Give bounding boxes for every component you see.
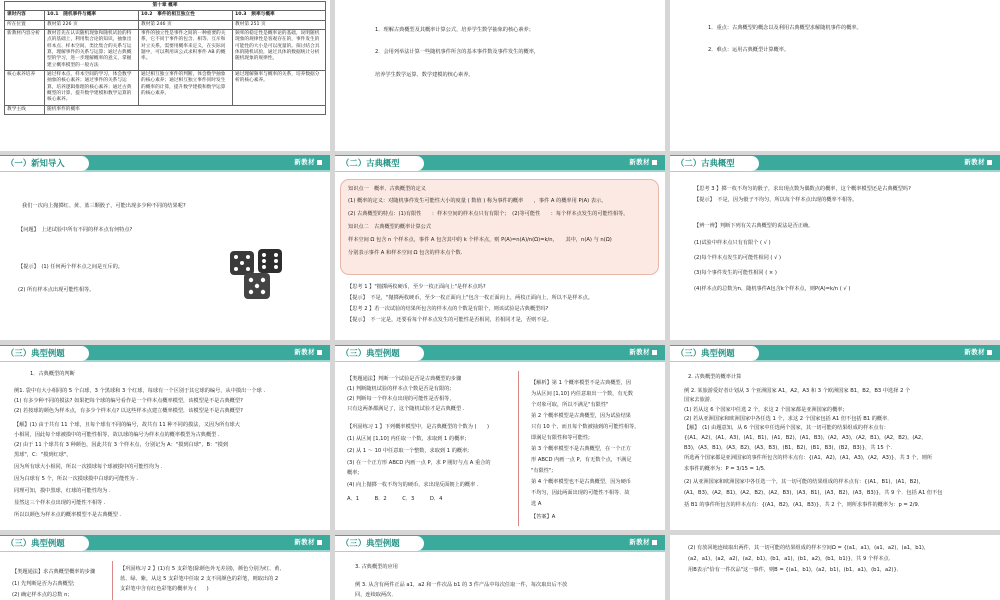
slide-header (335, 155, 665, 172)
table-cell: 通过相互独立事件的判断，体会数学抽象的核心素养；通过相互独立事件同时发生的概率的计算，提升数学建模和数学运算的核心素养。 (139, 71, 233, 106)
table-header-cell: 10.1 随机事件与概率 (45, 11, 139, 20)
objective-line: 2．会用列举法计算一些随机事件所含的基本事件数及事件发生的概率， (375, 49, 540, 55)
slide-7-thumbnail[interactable] (0, 345, 330, 530)
dice-image (228, 247, 292, 301)
slide-title: （三）典型例题 (335, 346, 424, 361)
knowledge-line: (1) 概率的定义：对随机事件发生可能性大小的度量 ( 数值 ) 称为事件的概率 ，事件 A 的概率用 P(A) 表示。 (348, 198, 607, 204)
table-cell: 教材第 246 页 (139, 20, 233, 29)
example-line: 国家去旅游． (684, 397, 716, 403)
analysis-line: 形 ABCD 内画一点 P，有无数个点，不满足 (531, 457, 632, 463)
slide-3-thumbnail[interactable] (670, 0, 1000, 151)
example-line: (2) 若从亚洲国家和欧洲国家中各任选 1 个，求这 2 个国家包括 A1 但不包括 B1 的概率． (684, 416, 893, 422)
slide-header (0, 345, 330, 362)
example-line: (2) 若按球的颜色为样本点，有多少个样本点? 以这些样本点建立概率模型，该模型是不是古典概型? (14, 408, 243, 414)
divider (112, 561, 113, 600)
answer-line: 【答案】A (531, 514, 556, 520)
intro-question: 我们一次向上抛掷红、黄、蓝三颗骰子，可能出现多少种不同的结果呢? (22, 203, 186, 209)
judge-item: (4)样本点的总数为n，随机事件A包含k个样本点，则P(A)=k/n ( √ ) (694, 286, 851, 292)
example-line: 回，连续取两次． (355, 592, 397, 598)
slide-4-thumbnail[interactable] (0, 155, 330, 340)
exercise-line: 支彩笔中含有红色彩笔的概率为 ( ) (120, 586, 209, 592)
think-line: 【思考 1 】"抛掷两枚硬币，至少一枚正面向上"是样本点吗? (347, 284, 486, 290)
table-cell: 教材第 251 页 (233, 20, 326, 29)
course-outline-table (4, 1, 326, 115)
solution-line: (2) 从亚洲国家和欧洲国家中各任选一个，其一切可能的结果组成的样本点有：{(A1，B1)，(A1，B2)， (684, 479, 924, 485)
slide-title: （二）古典概型 (335, 156, 424, 171)
knowledge-heading: 知识点二 古典概型的概率计算公式 (348, 224, 432, 230)
slide-header (335, 345, 665, 362)
knowledge-line: 分别表示事件 A 和样本空间 Ω 包含的样本点个数. (348, 250, 463, 256)
table-cell: 所在位置 (5, 20, 45, 29)
method-line: 只有这两条都满足了，这个随机试验才是古典概型 . (347, 406, 465, 412)
table-row (5, 30, 326, 71)
exercise-line: (3) 在一个正方形 ABCD 内画一点 P，求 P 刚好与点 A 重合的 (347, 460, 491, 466)
analysis-line: 第 4 个概率模型也不是古典概型，因为硬币 (531, 479, 631, 485)
slide-12-thumbnail[interactable] (670, 535, 1000, 600)
brand-label: 新教材 (294, 158, 322, 168)
solution-line: 所选两个国家都是亚洲国家的事件所包含的样本点有：{(A1，A2)，(A1，A3)，(A2，A3)}，共 3 个，则所 (684, 455, 933, 461)
table-cell: 频率的稳定性是概率论的基础，说明随机现象的规律性是客观存在的，事件发生的可能性的大小是可以度量的。探讨结合具体的随机试验，通过具体的数据统计分析随机现象的规律性。 (233, 30, 326, 71)
hint-line: 【提示】 不是，因为骰子不均匀，所以每个样本点出现的概率不相等。 (694, 197, 858, 203)
analysis-line: 为从区间 [1,10] 内任意取出一个数，有无数 (531, 391, 633, 397)
method-line: (2) 判断每一个样本点出现的可能性是否相等， (347, 396, 455, 402)
table-header-cell: 10.3 频率与概率 (233, 11, 326, 20)
solution-line: 显然这三个样本点出现的可能性不相等 . (14, 500, 106, 506)
exercise-line: 【巩固练习 2 】(1)有 5 支彩笔(除颜色外无差别)，颜色分别为红、黄、 (120, 566, 285, 572)
brand-square-icon (317, 350, 322, 355)
analysis-line: 即满足有限性和等可能性; (531, 435, 590, 441)
hint-line: 【提示】 不是，"抛掷两枚硬币，至少一枚正面向上"包含一枚正面向上，两枚正面向上，所以不是样本点。 (347, 295, 593, 301)
solution-line: 【解】(1) 由于共有 11 个球，且每个球有不同的编号，故共有 11 种不同的摸法，又因为所有球大 (14, 422, 240, 428)
table-cell: 通过样本点、样本空间的学习，体会数学抽象的核心素养；通过事件的关系与运算，培养逻辑推理的核心素养；通过古典概型的计算，提升数学建模和数学运算的核心素养。 (45, 71, 139, 106)
slide-2-thumbnail[interactable] (335, 0, 665, 151)
analysis-line: 只有 10 个，而且每个数被抽到的可能性相等， (531, 424, 640, 430)
knowledge-heading: 知识点一 概率、古典概型的定义 (348, 186, 426, 192)
solution-line: 求事件的概率为：P = 3/15 = 1/5． (684, 466, 770, 472)
table-cell: 通过理解频率与概率的关系，培养数据分析的核心素养。 (233, 71, 326, 106)
table-row (5, 20, 326, 29)
solution-line: {(A1，A2)，(A1，A3)，(A1，B1)，(A1，B2)，(A1，B3)，(A2，A3)，(A2，B1)，(A2，B2)，(A2， (684, 435, 927, 441)
brand-label: 新教材 (294, 348, 322, 358)
table-row (5, 105, 326, 114)
table-header-row (5, 11, 326, 20)
table-title-row (5, 2, 326, 11)
brand-label: 新教材 (629, 538, 657, 548)
table-header-cell: 课时内容 (5, 11, 45, 20)
analysis-line: 不均匀，因此两面出现的可能性不相等．故 (531, 490, 630, 496)
die-icon (244, 273, 270, 299)
slide-1-thumbnail[interactable] (0, 0, 330, 151)
exercise-line: (1) 从区间 [1,10] 内任取一个数，求取到 1 的概率; (347, 436, 467, 442)
key-point-line: 1．重点：古典概型的概念以及利用古典概型求解随机事件的概率。 (708, 25, 862, 31)
problem-line: 【问题】 上述试验中所有不同的样本点有何特点? (18, 227, 133, 233)
difficult-point-line: 2．难点：运用古典概型计算概率。 (708, 47, 790, 53)
solution-line: (2) 由于 11 个球共有 3 种颜色，因此共有 3 个样本点，分别记为 A："摸到白球"，B："摸到 (14, 442, 229, 448)
brand-square-icon (652, 160, 657, 165)
brand-label: 新教材 (629, 158, 657, 168)
table-cell: 核心素养培养 (5, 71, 45, 106)
slide-8-thumbnail[interactable] (335, 345, 665, 530)
slide-header (0, 535, 330, 552)
exercise-line: 【巩固练习 1 】下列概率模型中，是古典概型的个数为 ( ) (347, 424, 489, 430)
hint-line: (2) 所有样本点出现可能性相等。 (18, 287, 95, 293)
solution-line: 【解】 (1) 由题意知，从 6 个国家中任选两个国家，其一切可能的结果组成的样本点有： (684, 425, 889, 431)
brand-label: 新教材 (294, 538, 322, 548)
formula-line: 样本空间 Ω 包含 n 个样本点，事件 A 包含其中的 k 个样本点，则 P(A)=n(A)/n(Ω)=k/n， 其中，n(A) 与 n(Ω) (348, 237, 612, 243)
table-cell: 新教材内容分析 (5, 30, 45, 71)
analysis-line: 【解析】第 1 个概率模型不是古典概型，因 (531, 380, 631, 386)
slide-5-thumbnail[interactable] (335, 155, 665, 340)
slide-9-thumbnail[interactable] (670, 345, 1000, 530)
divider (518, 371, 519, 526)
solution-line: 括 B1 的事件所包含的样本点有：{(A1，B2)，(A1，B3)}，共 2 个，则所求事件的概率为：p = 2/9． (684, 502, 923, 508)
brand-square-icon (317, 160, 322, 165)
brand-label: 新教材 (629, 348, 657, 358)
method-line: 【类题通法】判断一个试验是否是古典概型的步骤 (347, 376, 462, 382)
example-line: (1) 有多少种不同的摸法? 如果把每个球的编号看作是一个样本点概率模型，该模型是不是古典概型? (14, 398, 243, 404)
exercise-line: 概率; (347, 470, 360, 476)
slide-header (0, 155, 330, 172)
brand-square-icon (987, 160, 992, 165)
brand-square-icon (987, 350, 992, 355)
knowledge-line: (2) 古典概型的特点：(1)有限性 ：样本空间的样本点只有有限个； (2)等可能性 ：每个样本点发生的可能性相等。 (348, 211, 629, 217)
judge-item: (1)试验中样本点只有有限个 ( √ ) (694, 240, 771, 246)
analysis-line: "有限性"; (531, 468, 554, 474)
slide-title: （三）典型例题 (335, 536, 424, 551)
die-icon (258, 249, 282, 273)
slide-title: （三）典型例题 (670, 346, 759, 361)
slide-title: （一）新知导入 (0, 156, 89, 171)
solution-line: (A1，B3)，(A2，B1)，(A2，B2)，(A2，B3)，(A3，B1)，(A3，B2)，(A3，B3)}，共 9 个．包括 A1 但不包 (684, 490, 943, 496)
slide-6-thumbnail[interactable] (670, 155, 1000, 340)
section-heading: 1．古典概型的判断 (30, 371, 75, 377)
solution-line: (2) 有放回地连续取出两件，其一切可能的结果组成的样本空间Ω = {(a1，a1)，(a1，a2)，(a1，b1)， (688, 545, 930, 551)
example-line: 例1. 袋中有大小相同的 5 个白球，3 个黑球和 3 个红球，每球有一个区别于其它球的编号，从中摸出一个球 . (14, 388, 266, 394)
table-cell: 教材第 226 页 (45, 20, 139, 29)
method-line: (1) 先判断是否为古典概型; (12, 581, 75, 587)
exercise-line: (2) 从 1 ～ 10 中任意取一个整数，求取到 1 的概率; (347, 448, 470, 454)
solution-line: B3)，(A3，B1)，(A3，B2)，(A3，B3)，(B1，B2)，(B1，B3)，(B2，B3)}，共 15 个． (684, 445, 896, 451)
brand-square-icon (652, 540, 657, 545)
analysis-line: 第 2 个概率模型是古典概型，因为试验结果 (531, 413, 631, 419)
solution-line: 因为所有球大小相同，所以一次摸球每个球被摸中的可能性均为 . (14, 464, 163, 470)
table-header-cell: 10.2 事件的相互独立性 (139, 11, 233, 20)
solution-line: (a2，a1)，(a2，a2)，(a2，b1)，(b1，a1)，(b1，a2)，(b1，b1)}，共 9 个样本点． (688, 556, 894, 562)
analysis-line: 选 A (531, 501, 542, 507)
method-line: (1) 判断随机试验的样本点个数是否是有限的; (347, 386, 452, 392)
method-line: (2) 确定样本点的总数 n； (12, 592, 73, 598)
slide-title: （二）古典概型 (670, 156, 759, 171)
table-cell: 教学主线 (5, 105, 45, 114)
judge-item: (2)每个样本点发生的可能性相同 ( √ ) (694, 255, 782, 261)
example-line: 例 2. 某旅游爱好者计划从 3 个亚洲国家 A1，A2，A3 和 3 个欧洲国家 B1，B2，B3 中选择 2 个 (684, 388, 911, 394)
hint-line: 【提示】 不一定是，还要看每个样本点发生的可能性是否相同，若相同才是，否则不是。 (347, 317, 552, 323)
solution-line: 小相同，因此每个球被摸中的可能性相等，故以球的编号为样本点的概率模型为古典概型 . (14, 432, 220, 438)
knowledge-box (340, 179, 659, 275)
brand-square-icon (652, 350, 657, 355)
slide-header (670, 155, 1000, 172)
slide-title: （三）典型例题 (0, 536, 89, 551)
exercise-line: (4) 向上抛掷一枚不均匀的硬币，求出现反面朝上的概率 . (347, 482, 479, 488)
table-cell: 教材首先在认识随机现象和随机试验的特点的基础上，利用集合论的知识，抽象出样本点、样本空间、类比集合的关系与运算，理解事件的关系与运算；通过古典概型的学习，进一步理解概率的意义，掌握建立概率模型的一般方法 (45, 30, 139, 71)
brand-label: 新教材 (964, 158, 992, 168)
section-heading: 3. 古典概型的应用 (355, 564, 398, 570)
solution-line: 因为白球有 5 个，所以一次摸球摸中白球的可能性为 . (14, 476, 139, 482)
solution-line: 用B表示"恰有一件次品"这一事件，则B = {(a1，b1)，(a2，b1)，(b1，a1)，(b1，a2)}． (688, 567, 902, 573)
method-line: 【类题通法】求古典概型概率的步骤 (12, 569, 96, 575)
table-row (5, 71, 326, 106)
slide-11-thumbnail[interactable] (335, 535, 665, 600)
slide-title: （三）典型例题 (0, 346, 89, 361)
objective-line: 培养学生数学运算、数学建模的核心素养。 (375, 72, 474, 78)
answer-options: A．1 B．2 C．3 D．4 (347, 496, 443, 502)
section-heading: 2. 古典概型的概率计算 (688, 374, 742, 380)
solution-line: 同理可知，摸中黑球，红球的可能性均为 . (14, 488, 111, 494)
slide-10-thumbnail[interactable] (0, 535, 330, 600)
slide-header (335, 535, 665, 552)
solution-line: 所以以颜色为样本点的概率模型不是古典概型 . (14, 512, 122, 518)
table-title: 第十章 概率 (5, 2, 326, 11)
analysis-line: 第 3 个概率模型不是古典概型，在一个正方 (531, 446, 631, 452)
table-cell: 随机事件的概率 (45, 105, 326, 114)
exercise-line: 蓝、绿、紫，从这 5 支彩笔中任取 2 支不同颜色的彩笔，则取出的 2 (120, 576, 279, 582)
table-cell: 事件的独立性是事件之间的一种重要的关系，它不同于事件的包含、相等、互斥和对立关系。需要用概率来定义，在实际问题中，可以利用该公式求积事件 AB 的概率。 (139, 30, 233, 71)
judge-heading: 【辨一辨】判断下列有关古典概型的说法是否正确。 (694, 223, 814, 229)
brand-label: 新教材 (964, 348, 992, 358)
slide-header (670, 345, 1000, 362)
objective-line: 1．理解古典概型及其概率计算公式，培养学生数学抽象的核心素养； (375, 27, 534, 33)
judge-item: (3)每个事件发生的可能性相同 ( × ) (694, 270, 777, 276)
think-line: 【思考 3 】掷一枚不均匀的骰子，求出现点数为偶数点的概率，这个概率模型还是古典概型吗? (694, 186, 911, 192)
think-line: 【思考 2 】若一次试验的结果所包含的样本点的个数是有限个，则该试验是古典概型吗? (347, 306, 549, 312)
brand-square-icon (317, 540, 322, 545)
example-line: 例 3. 从含有两件正品 a1，a2 和一件次品 b1 的 3 件产品中每次任取一件，每次取出后不放 (355, 582, 568, 588)
solution-line: 黑球"，C："摸到红球"， (14, 452, 72, 458)
analysis-line: 个对象可取，所以不满足"有限性" (531, 402, 609, 408)
hint-line: 【提示】 (1) 任何两个样本点之间是互斥的。 (18, 264, 123, 270)
die-icon (230, 251, 254, 275)
example-line: (1) 若从这 6 个国家中任选 2 个，求这 2 个国家都是亚洲国家的概率; (684, 407, 845, 413)
